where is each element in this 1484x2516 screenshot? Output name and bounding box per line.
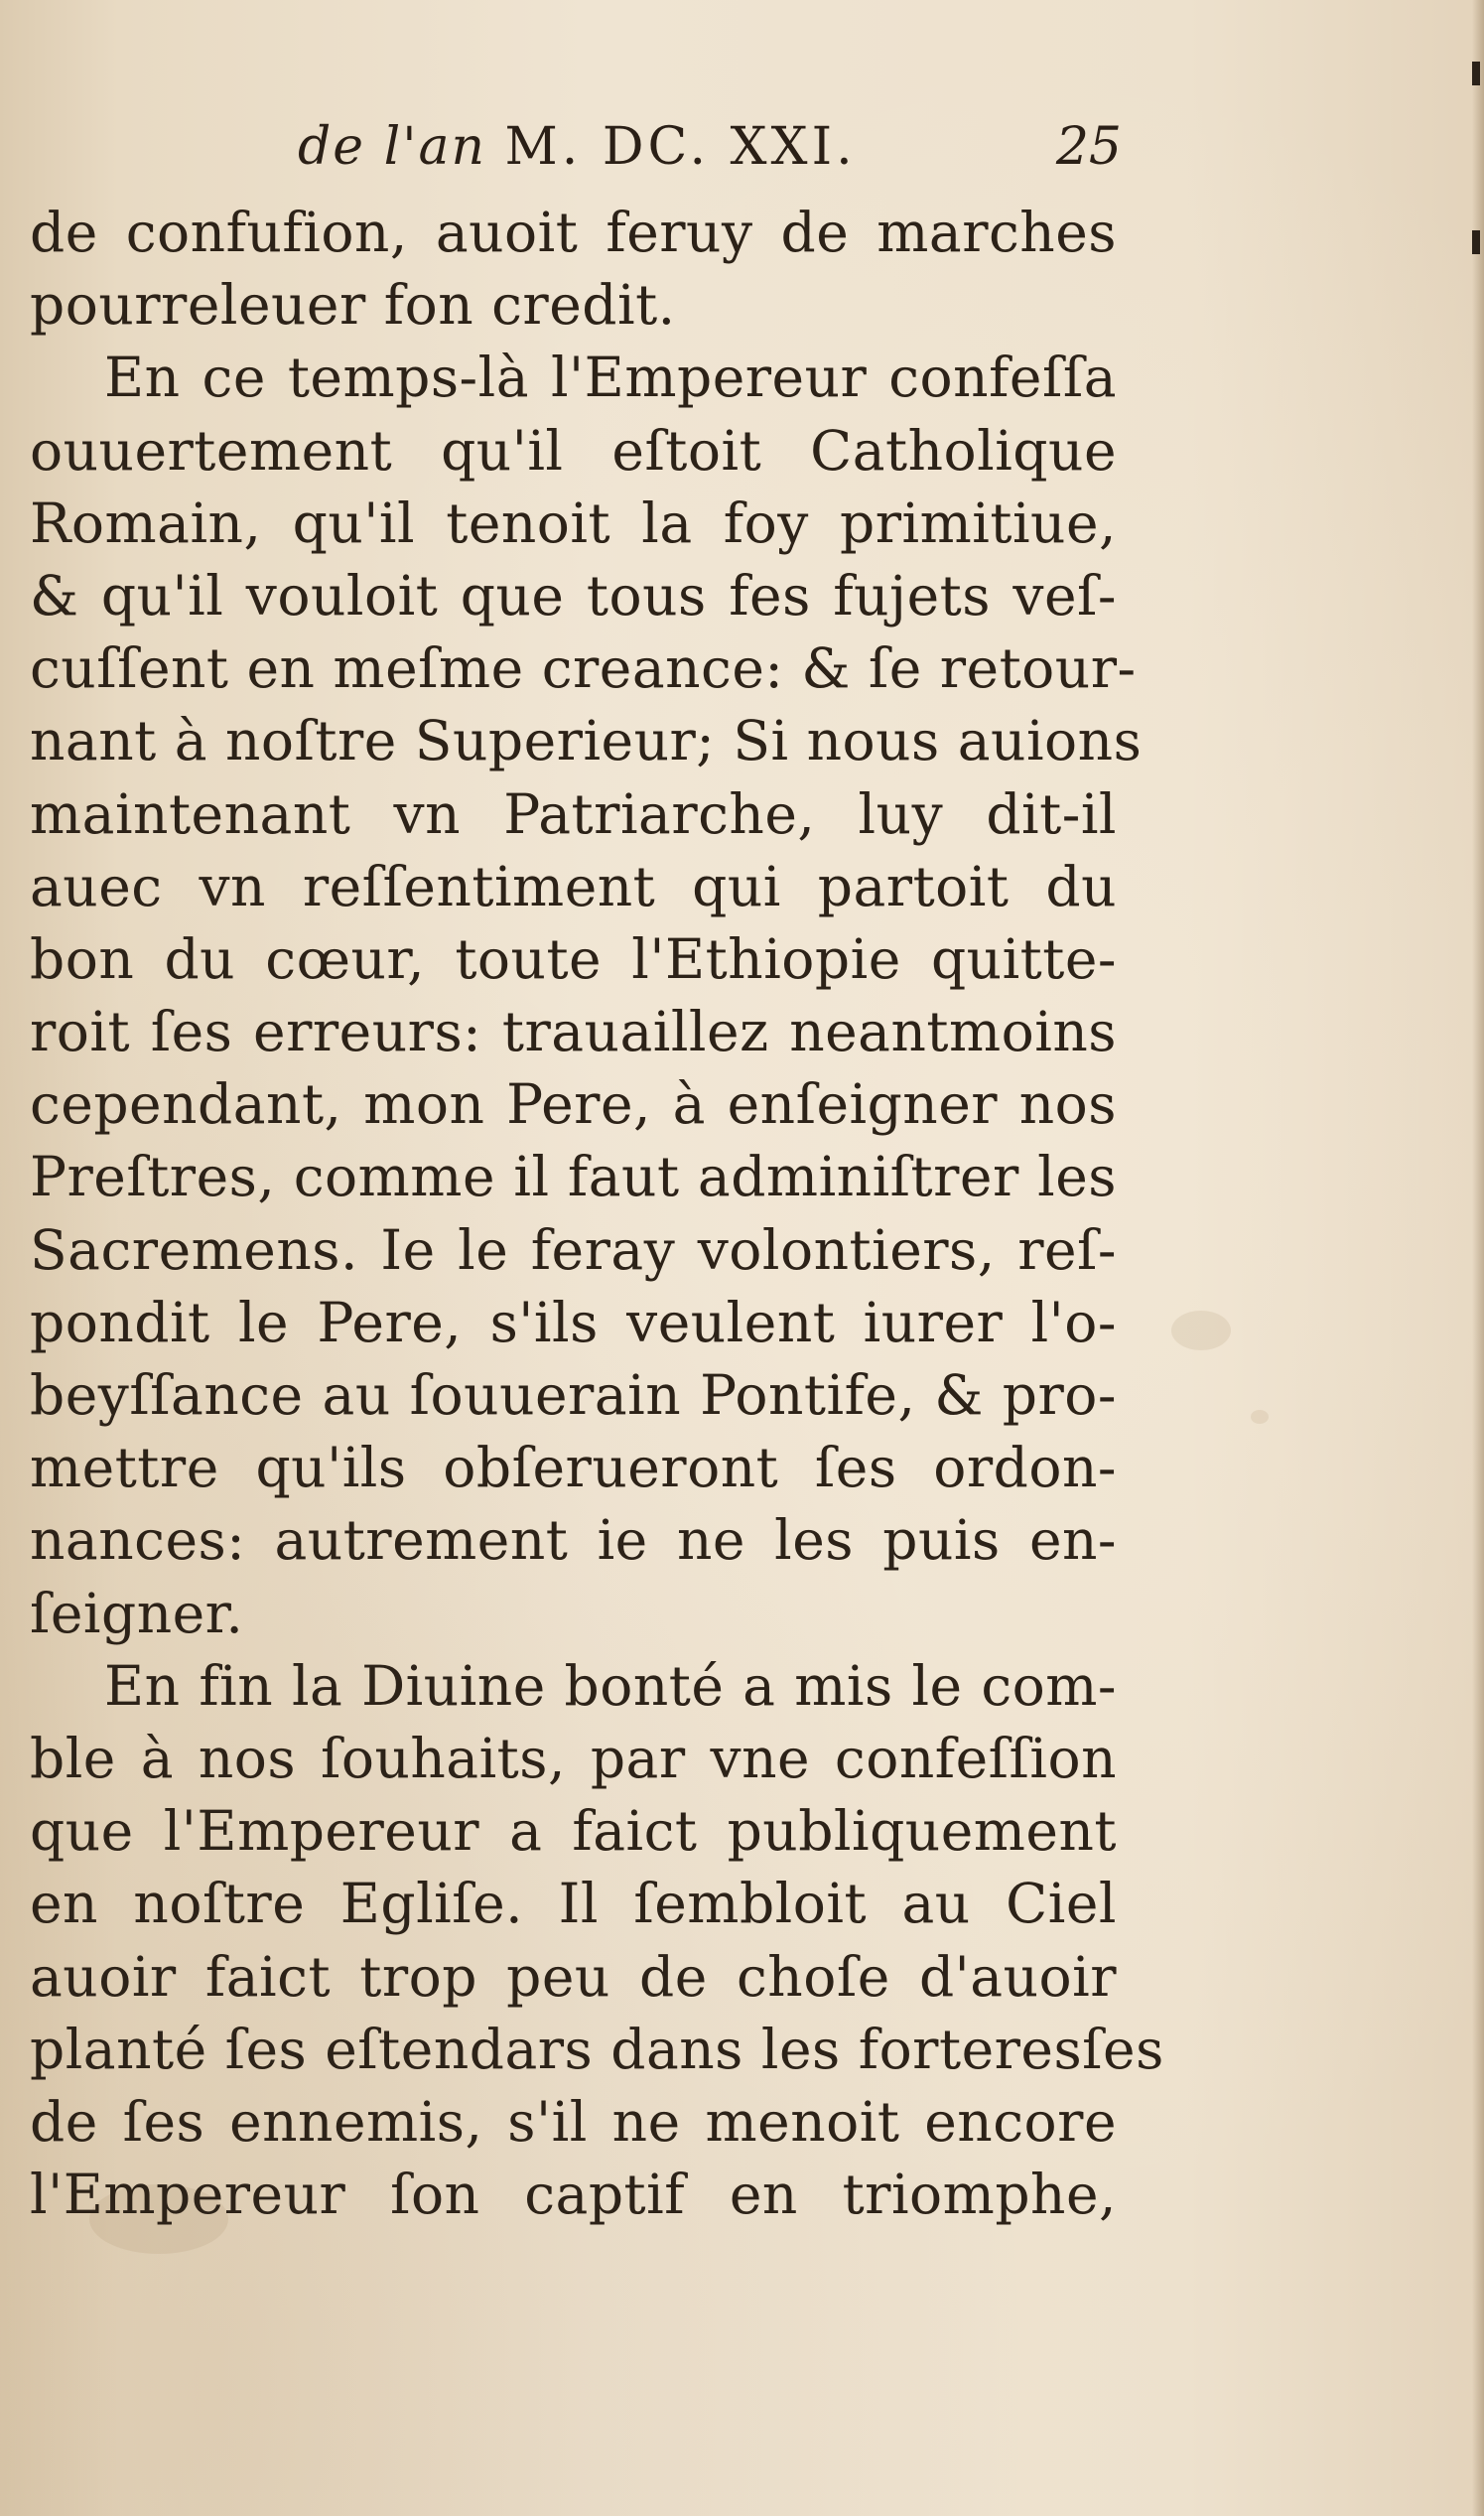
text-line: ſeigner. [30,1581,244,1645]
running-head [298,117,857,177]
text-line: cependant, mon Pere, à enſeigner nos [30,1072,1117,1137]
text-line: Sacremens. Ie le feray volontiers, reſ- [30,1217,1117,1282]
text-line: cuſſent en meſme creance: & ſe retour- [30,636,1137,701]
text-line: l'Empereur ſon captif en triomphe, [30,2163,1117,2227]
text-line: beyſſance au ſouuerain Pontife, & pro- [30,1363,1117,1427]
body-text [30,197,1164,2231]
text-line: En ce temps-là l'Empereur confeſſa [104,346,1117,410]
text-line: de ſes ennemis, s'il ne menoit encore [30,2089,1117,2154]
text-line: Preſtres, comme il faut adminiſtrer les [30,1145,1117,1209]
running-head-italic: de l'an [298,117,487,177]
text-line: auoir faict trop peu de choſe d'auoir [30,1944,1117,2009]
text-line: pondit le Pere, s'ils veulent iurer l'o- [30,1290,1117,1354]
paper-stain [1251,1410,1269,1424]
text-line: auec vn reſſentiment qui partoit du [30,854,1117,918]
text-line: bon du cœur, toute l'Ethiopie quitte- [30,926,1117,991]
edge-mark [1472,62,1480,85]
text-line: de confufion, auoit feruy de marches [30,201,1117,264]
running-head-year: M. DC. XXI. [504,117,857,177]
text-line: en noſtre Egliſe. Il ſembloit au Ciel [30,1872,1117,1936]
text-line: Romain, qu'il tenoit la foy primitiue, [30,490,1117,555]
text-line: mettre qu'ils obſerueront ſes ordon- [30,1436,1117,1500]
edge-mark [1472,230,1480,254]
text-line: & qu'il vouloit que tous fes fujets veſ- [30,563,1117,628]
text-line: pourreleuer fon credit. [30,273,676,338]
text-line: que l'Empereur a faict publiquement [30,1799,1117,1864]
text-line: roit ſes erreurs: trauaillez neantmoins [30,1000,1117,1064]
running-header [298,117,1122,187]
text-line: nant à noſtre Superieur; Si nous auions [30,709,1143,773]
page-edge [1472,0,1484,2516]
page-number: 25 [1055,117,1122,177]
text-line: En fin la Diuine bonté a mis le com- [104,1653,1117,1718]
text-line: maintenant vn Patriarche, luy dit-il [30,781,1117,846]
text-line: planté ſes eſtendars dans les forteresſes [30,2017,1164,2081]
paper-stain [1171,1311,1231,1350]
text-line: ouuertement qu'il eſtoit Catholique [30,418,1117,483]
text-line: ble à nos ſouhaits, par vne confeſſion [30,1726,1117,1790]
text-line: nances: autrement ie ne les puis en- [30,1508,1117,1573]
